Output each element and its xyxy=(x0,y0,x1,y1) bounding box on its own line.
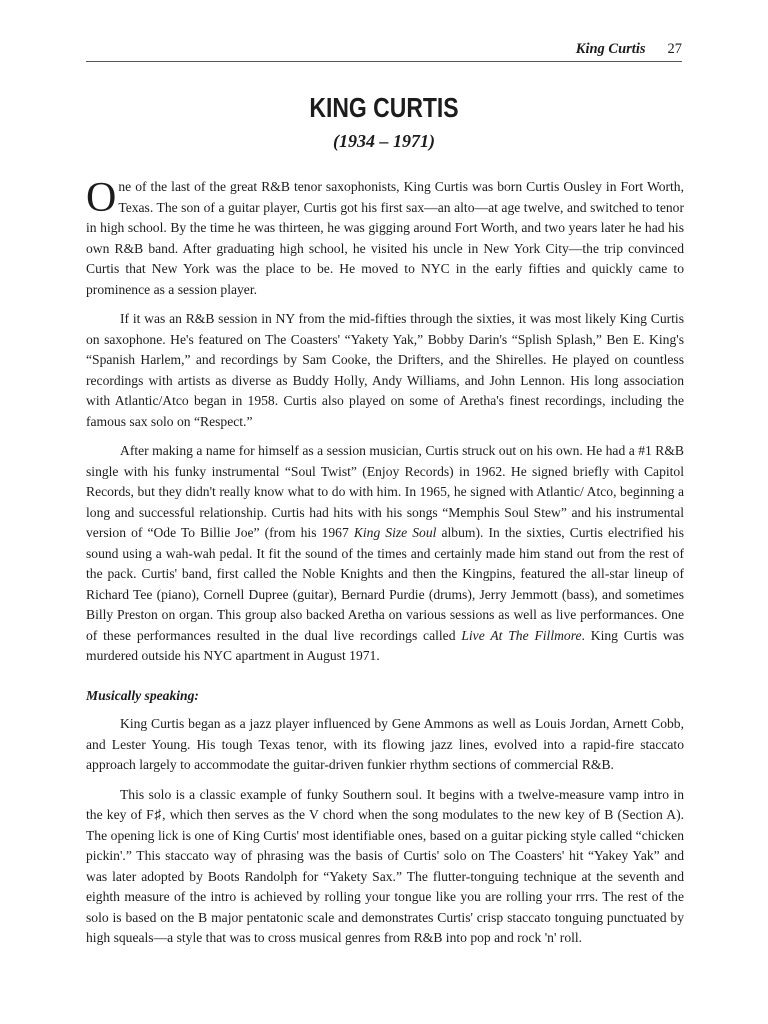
running-title: King Curtis xyxy=(575,41,646,57)
paragraph-3-text-b: album). In the sixties, Curtis electrified his sound using a wah-wah pedal. It fit the sound of the times and certainly made him stand out from the rest of the pack. Curtis' band, first called the Noble Knights and then the Kingpins, featured the all-star lineup of Richard Tee (piano), Cornell Dupree (guitar), Bernard Purdie (drums), Jerry Jemmott (bass), and sometimes Billy Preston on organ. This group also backed Aretha on various sessions as well as live performances. One of these performances resulted in the dual live recordings called xyxy=(86,525,684,643)
paragraph-1 xyxy=(86,177,684,300)
paragraph-3-text-a: After making a name for himself as a session musician, Curtis struck out on his own. He had a #1 R&B single with his funky instrumental “Soul Twist” (Enjoy Records) in 1962. He signed briefly with Capitol Records, but they didn't really know what to do with him. In 1965, he signed with Atlantic/ Atco, beginning a long and successful relationship. Curtis had hits with his songs “Memphis Soul Stew” and his instrumental version of “Ode To Billie Joe” (from his 1967 xyxy=(86,443,684,540)
page-number: 27 xyxy=(667,41,682,57)
subheading: Musically speaking: xyxy=(86,687,199,703)
paragraph-3-text-c: . King Curtis was murdered outside his NYC apartment in August 1971. xyxy=(86,627,684,663)
paragraph-5: This solo is a classic example of funky Southern soul. It begins with a twelve-measure vamp intro in the key of F♯, which then serves as the V chord when the song modulates to the new key of B (Section A). The opening lick is one of King Curtis' most identifiable ones, based on a guitar picking style called “chicken pickin'.” This staccato way of phrasing was the basis of Curtis' solo on The Coasters' hit “Yakey Yak” and was later adopted by Boots Randolph for “Yakety Sax.” The flutter-tonguing technique at the seventh and eighth measure of the intro is achieved by rolling your tongue like you are rolling your rrrs. The rest of the solo is based on the B major pentatonic scale and demonstrates Curtis' crisp staccato tonguing punctuated by high squeals—a style that was to cross musical genres from R&B into pop and rock 'n' roll. xyxy=(86,786,684,945)
paragraph-3 xyxy=(86,441,684,667)
live-album-title: Live At The Fillmore xyxy=(461,627,582,643)
paragraph-1-text: ne of the last of the great R&B tenor saxophonists, King Curtis was born Curtis Ousley in Fort Worth, Texas. The son of a guitar player, Curtis got his first sax—an alto—at age twelve, and switched to tenor in high school. By the time he was thirteen, he was gigging around Fort Worth, and two years later he had his own R&B band. After graduating high school, he visited his uncle in New York City—the trip convinced Curtis that New York was the place to be. He moved to NYC in the early fifties and quickly came to prominence as a session player. xyxy=(86,179,684,297)
article-dates: (1934 – 1971) xyxy=(333,131,435,151)
running-head xyxy=(86,41,682,62)
paragraph-4: King Curtis began as a jazz player influenced by Gene Ammons as well as Louis Jordan, Arnett Cobb, and Lester Young. His tough Texas tenor, with its flowing jazz lines, evolved into a rapid-fire staccato approach largely to accommodate the guitar-driven funkier rhythm sections of commercial R&B. xyxy=(86,716,684,772)
paragraph-2: If it was an R&B session in NY from the mid-fifties through the sixties, it was most likely King Curtis on saxophone. He's featured on The Coasters' “Yakety Yak,” Bobby Darin's “Splish Splash,” Ben E. King's “Spanish Harlem,” and recordings by Sam Cooke, the Drifters, and the Shirelles. He played on countless recordings with artists as diverse as Buddy Holly, Andy Williams, and John Lennon. His long association with Atlantic/Atco began in 1958. Curtis also played on some of Aretha's finest recordings, including the famous sax solo on “Respect.” xyxy=(86,311,684,429)
article-body xyxy=(86,177,684,949)
album-title: King Size Soul xyxy=(353,525,437,540)
drop-cap: O xyxy=(86,175,117,221)
article-title: KING CURTIS xyxy=(309,92,459,123)
